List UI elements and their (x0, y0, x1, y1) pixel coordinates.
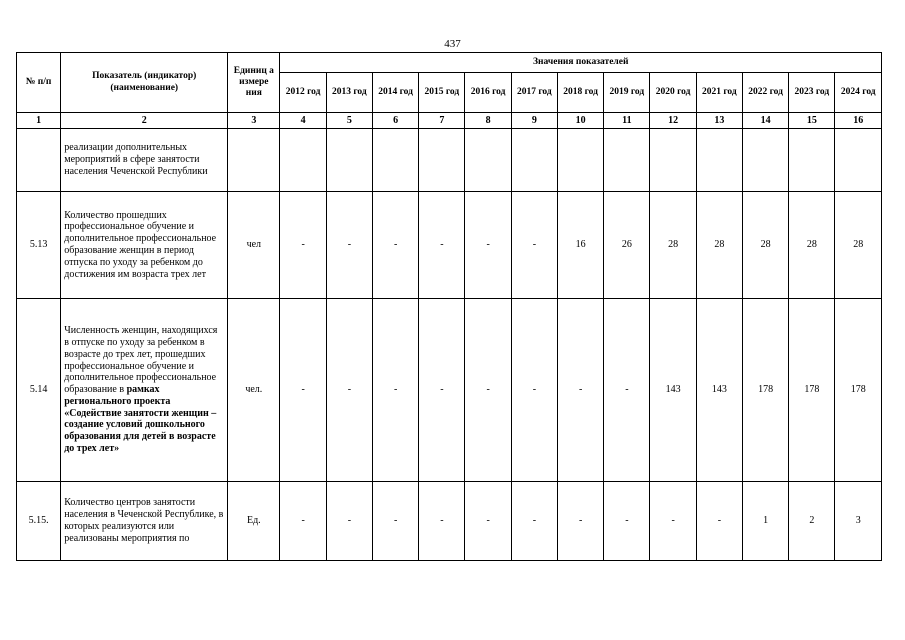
row-indicator-text: Численность женщин, находящихся в отпуске по уходу за ребенком в возрасте до трех лет, прошедших профессиональное обучение и дополнительное профессиональное образование в (64, 325, 218, 396)
row-value: - (557, 299, 603, 482)
column-number: 6 (372, 113, 418, 129)
row-value: - (465, 482, 511, 561)
row-indicator-bold-text: рамках регионального проекта «Содействие занятости женщин – создание условий дошкольного образования для детей в возрасте до трех лет» (64, 384, 217, 455)
header-year: 2024 год (835, 73, 882, 113)
row-value: 1 (742, 482, 788, 561)
row-value: - (372, 482, 418, 561)
header-indicator: Показатель (индикатор) (наименование) (61, 53, 228, 113)
header-year: 2020 год (650, 73, 696, 113)
column-number: 5 (326, 113, 372, 129)
header-year: 2014 год (372, 73, 418, 113)
header-unit: Единиц а измере ния (228, 53, 280, 113)
row-value: 28 (789, 192, 835, 299)
row-indicator: Количество центров занятости населения в Чеченской Республике, в которых реализуются или реализованы мероприятия по (61, 482, 228, 561)
header-values-group: Значения показателей (280, 53, 882, 73)
column-number: 12 (650, 113, 696, 129)
row-value (604, 129, 650, 192)
column-number: 9 (511, 113, 557, 129)
column-number: 14 (742, 113, 788, 129)
column-number: 11 (604, 113, 650, 129)
row-value: 28 (835, 192, 882, 299)
row-value: - (465, 299, 511, 482)
row-number: 5.15. (17, 482, 61, 561)
row-value: - (419, 299, 465, 482)
row-value (835, 129, 882, 192)
row-value: - (372, 192, 418, 299)
column-number: 3 (228, 113, 280, 129)
column-number: 10 (557, 113, 603, 129)
row-value: 16 (557, 192, 603, 299)
row-value: - (326, 299, 372, 482)
row-value: 28 (650, 192, 696, 299)
header-year: 2019 год (604, 73, 650, 113)
header-row-1 (17, 53, 882, 73)
header-year: 2012 год (280, 73, 326, 113)
row-value (326, 129, 372, 192)
row-number: 5.13 (17, 192, 61, 299)
row-indicator (61, 299, 228, 482)
table-row (17, 299, 882, 482)
row-value: 143 (650, 299, 696, 482)
row-value: 2 (789, 482, 835, 561)
header-year: 2022 год (742, 73, 788, 113)
row-value: - (604, 482, 650, 561)
column-number: 15 (789, 113, 835, 129)
row-value: 178 (835, 299, 882, 482)
indicators-table (16, 52, 882, 561)
row-value: - (604, 299, 650, 482)
header-year: 2018 год (557, 73, 603, 113)
row-value: - (650, 482, 696, 561)
row-value: 3 (835, 482, 882, 561)
table-row (17, 192, 882, 299)
row-value: - (511, 299, 557, 482)
row-value (557, 129, 603, 192)
row-value (696, 129, 742, 192)
row-value: - (419, 482, 465, 561)
column-number: 7 (419, 113, 465, 129)
row-value: - (280, 299, 326, 482)
row-value (372, 129, 418, 192)
column-number-row (17, 113, 882, 129)
row-value: 178 (789, 299, 835, 482)
column-number: 2 (61, 113, 228, 129)
row-unit (228, 129, 280, 192)
row-value (742, 129, 788, 192)
row-value (419, 129, 465, 192)
page-number: 437 (444, 38, 461, 50)
row-value: 26 (604, 192, 650, 299)
row-value: - (280, 482, 326, 561)
column-number: 16 (835, 113, 882, 129)
row-unit: Ед. (228, 482, 280, 561)
column-number: 1 (17, 113, 61, 129)
row-value (650, 129, 696, 192)
header-year: 2013 год (326, 73, 372, 113)
header-year: 2016 год (465, 73, 511, 113)
header-year: 2021 год (696, 73, 742, 113)
row-value: - (557, 482, 603, 561)
row-value: 28 (696, 192, 742, 299)
row-number (17, 129, 61, 192)
header-year: 2017 год (511, 73, 557, 113)
row-number: 5.14 (17, 299, 61, 482)
row-value: - (696, 482, 742, 561)
row-unit: чел. (228, 299, 280, 482)
row-value (789, 129, 835, 192)
table-row (17, 129, 882, 192)
row-value (465, 129, 511, 192)
row-value: - (419, 192, 465, 299)
row-indicator: Количество прошедших профессиональное обучение и дополнительное профессиональное образование женщин в период отпуска по уходу за ребенком до достижения им возраста трех лет (61, 192, 228, 299)
row-value: - (326, 482, 372, 561)
row-unit: чел (228, 192, 280, 299)
header-year: 2015 год (419, 73, 465, 113)
row-value: 178 (742, 299, 788, 482)
row-value: - (280, 192, 326, 299)
column-number: 8 (465, 113, 511, 129)
row-value: - (326, 192, 372, 299)
column-number: 13 (696, 113, 742, 129)
row-value: 28 (742, 192, 788, 299)
row-value: - (465, 192, 511, 299)
row-value: 143 (696, 299, 742, 482)
column-number: 4 (280, 113, 326, 129)
row-indicator: реализации дополнительных мероприятий в сфере занятости населения Чеченской Республики (61, 129, 228, 192)
row-value: - (511, 192, 557, 299)
header-number: № п/п (17, 53, 61, 113)
row-value (511, 129, 557, 192)
row-value: - (511, 482, 557, 561)
header-year: 2023 год (789, 73, 835, 113)
table-row (17, 482, 882, 561)
row-value (280, 129, 326, 192)
row-value: - (372, 299, 418, 482)
